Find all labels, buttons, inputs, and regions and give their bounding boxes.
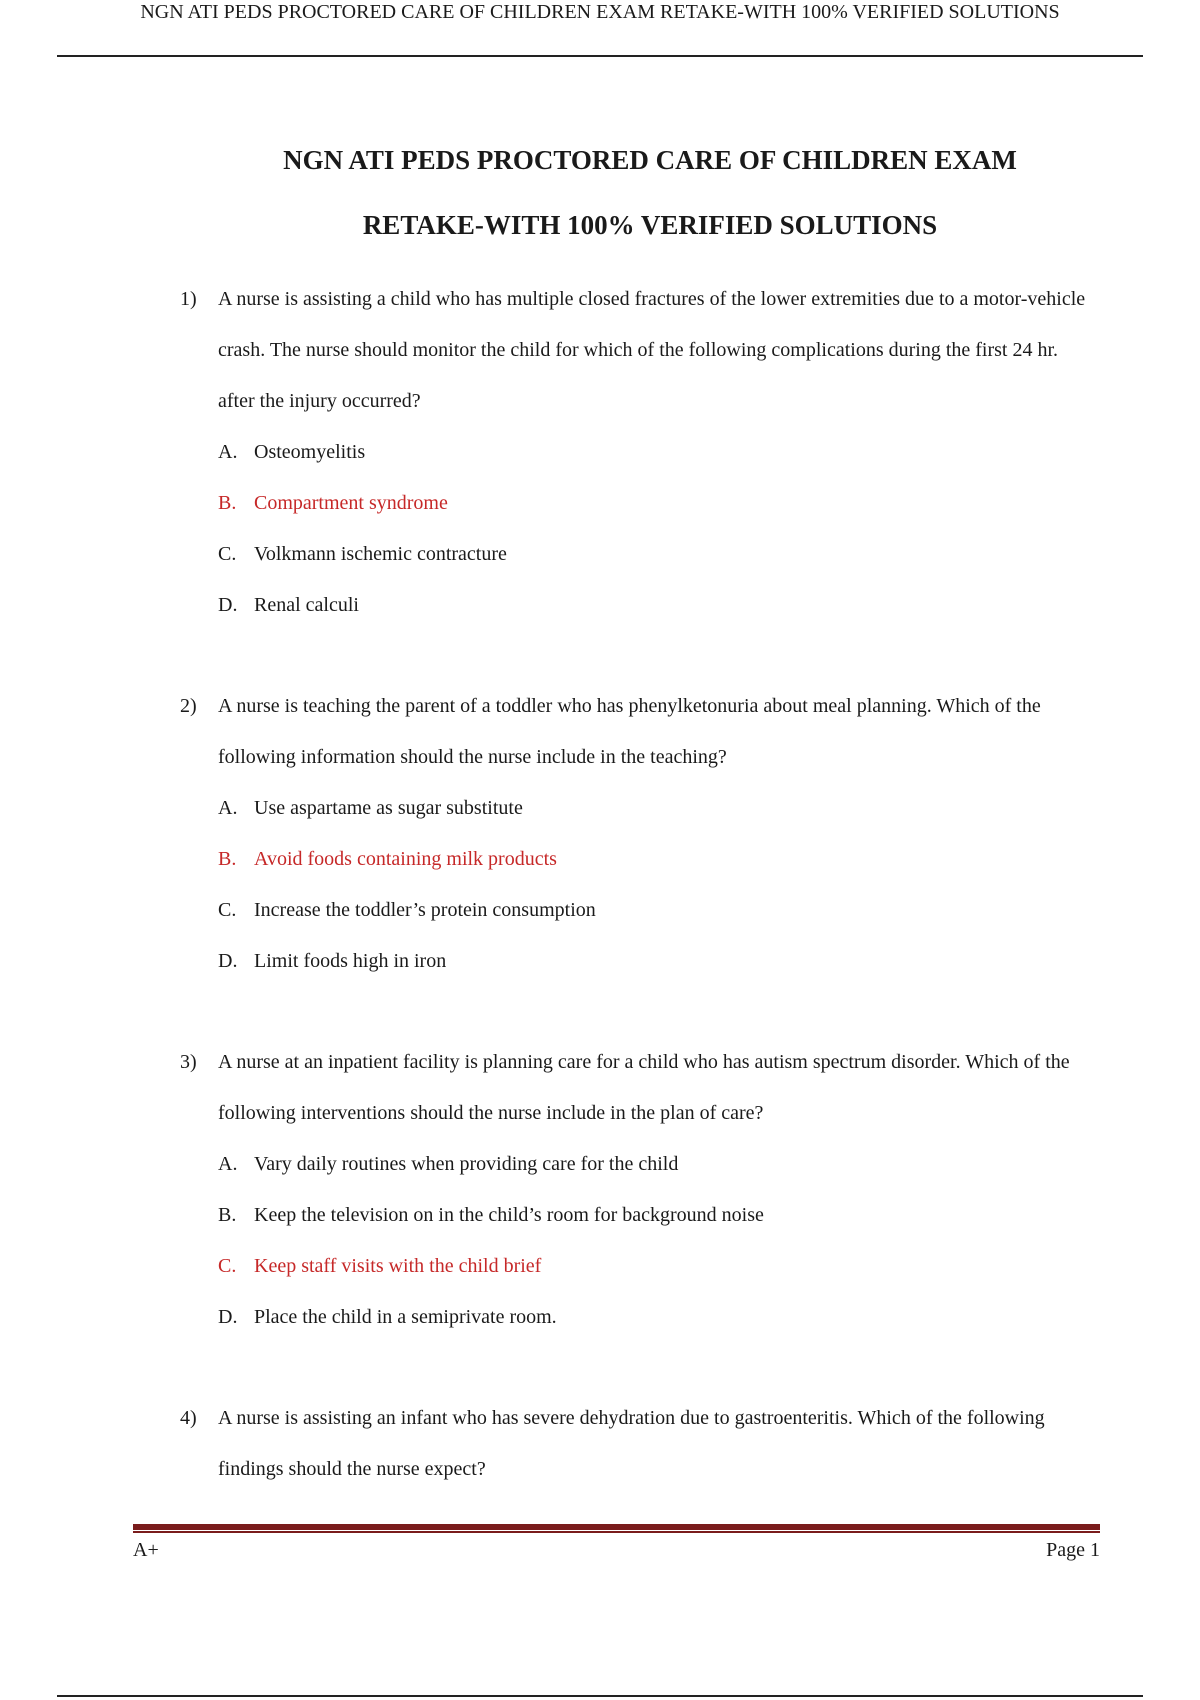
answer-option-d: [218, 1292, 1100, 1343]
option-text: Limit foods high in iron: [254, 950, 447, 972]
answer-option-a: [218, 427, 1100, 478]
option-letter: D.: [218, 1306, 238, 1328]
answer-option-d: [218, 580, 1100, 631]
option-text: Increase the toddler’s protein consumption: [254, 899, 596, 921]
option-letter: A.: [218, 441, 238, 463]
option-letter: C.: [218, 1255, 237, 1277]
question-1: [180, 274, 1100, 631]
answer-options: [218, 427, 1100, 631]
question-stem: [180, 1393, 1100, 1495]
option-text: Renal calculi: [254, 594, 359, 616]
option-text: Volkmann ischemic contracture: [254, 543, 507, 565]
document-title-line-2: RETAKE-WITH 100% VERIFIED SOLUTIONS: [362, 210, 938, 240]
option-letter: D.: [218, 950, 238, 972]
option-text: Keep staff visits with the child brief: [254, 1255, 542, 1277]
option-text: Place the child in a semiprivate room.: [254, 1306, 557, 1328]
answer-option-b-correct: [218, 478, 1100, 529]
page-number: Page 1: [1046, 1539, 1100, 1561]
answer-options: [218, 1139, 1100, 1343]
option-letter: A.: [218, 1153, 238, 1175]
question-stem: [180, 681, 1100, 783]
answer-option-c: [218, 885, 1100, 936]
answer-option-a: [218, 1139, 1100, 1190]
question-text: A nurse is assisting an infant who has severe dehydration due to gastroenteritis. Which of the following findings should the nurse expect?: [218, 1407, 1045, 1480]
question-text: A nurse is assisting a child who has multiple closed fractures of the lower extremities due to a motor-vehicle crash. The nurse should monitor the child for which of the following complications during the first 24 hr. after the injury occurred?: [218, 288, 1086, 412]
question-text: A nurse is teaching the parent of a toddler who has phenylketonuria about meal planning. Which of the following information should the nurse include in the teaching?: [218, 695, 1041, 768]
question-3: [180, 1037, 1100, 1343]
answer-option-a: [218, 783, 1100, 834]
footer-divider: [133, 1524, 1100, 1530]
question-stem: [180, 274, 1100, 427]
option-text: Keep the television on in the child’s room for background noise: [254, 1204, 764, 1226]
question-number: 3): [180, 1051, 197, 1073]
answer-option-c-correct: [218, 1241, 1100, 1292]
running-header: NGN ATI PEDS PROCTORED CARE OF CHILDREN EXAM RETAKE-WITH 100% VERIFIED SOLUTIONS: [57, 0, 1143, 57]
option-text: Use aspartame as sugar substitute: [254, 797, 523, 819]
option-letter: B.: [218, 1204, 237, 1226]
question-4: [180, 1393, 1100, 1495]
question-number: 2): [180, 695, 197, 717]
question-stem: [180, 1037, 1100, 1139]
answer-option-b-correct: [218, 834, 1100, 885]
answer-option-c: [218, 529, 1100, 580]
option-text: Vary daily routines when providing care for the child: [254, 1153, 679, 1175]
option-text: Compartment syndrome: [254, 492, 448, 514]
option-letter: D.: [218, 594, 238, 616]
answer-options: [218, 783, 1100, 987]
option-text: Osteomyelitis: [254, 441, 366, 463]
option-letter: B.: [218, 492, 237, 514]
document-title-line-1: NGN ATI PEDS PROCTORED CARE OF CHILDREN EXAM: [283, 145, 1017, 175]
question-list: [180, 274, 1100, 1545]
question-text: A nurse at an inpatient facility is planning care for a child who has autism spectrum disorder. Which of the following interventions should the nurse include in the plan of care?: [218, 1051, 1070, 1124]
option-text: Avoid foods containing milk products: [254, 848, 557, 870]
page-bottom-divider: [57, 1695, 1143, 1697]
footer-grade-label: A+: [133, 1539, 159, 1561]
footer-divider-thin: [133, 1531, 1100, 1533]
option-letter: C.: [218, 543, 237, 565]
option-letter: C.: [218, 899, 237, 921]
option-letter: B.: [218, 848, 237, 870]
question-number: 4): [180, 1407, 197, 1429]
question-2: [180, 681, 1100, 987]
answer-option-d: [218, 936, 1100, 987]
answer-option-b: [218, 1190, 1100, 1241]
question-number: 1): [180, 288, 197, 310]
option-letter: A.: [218, 797, 238, 819]
